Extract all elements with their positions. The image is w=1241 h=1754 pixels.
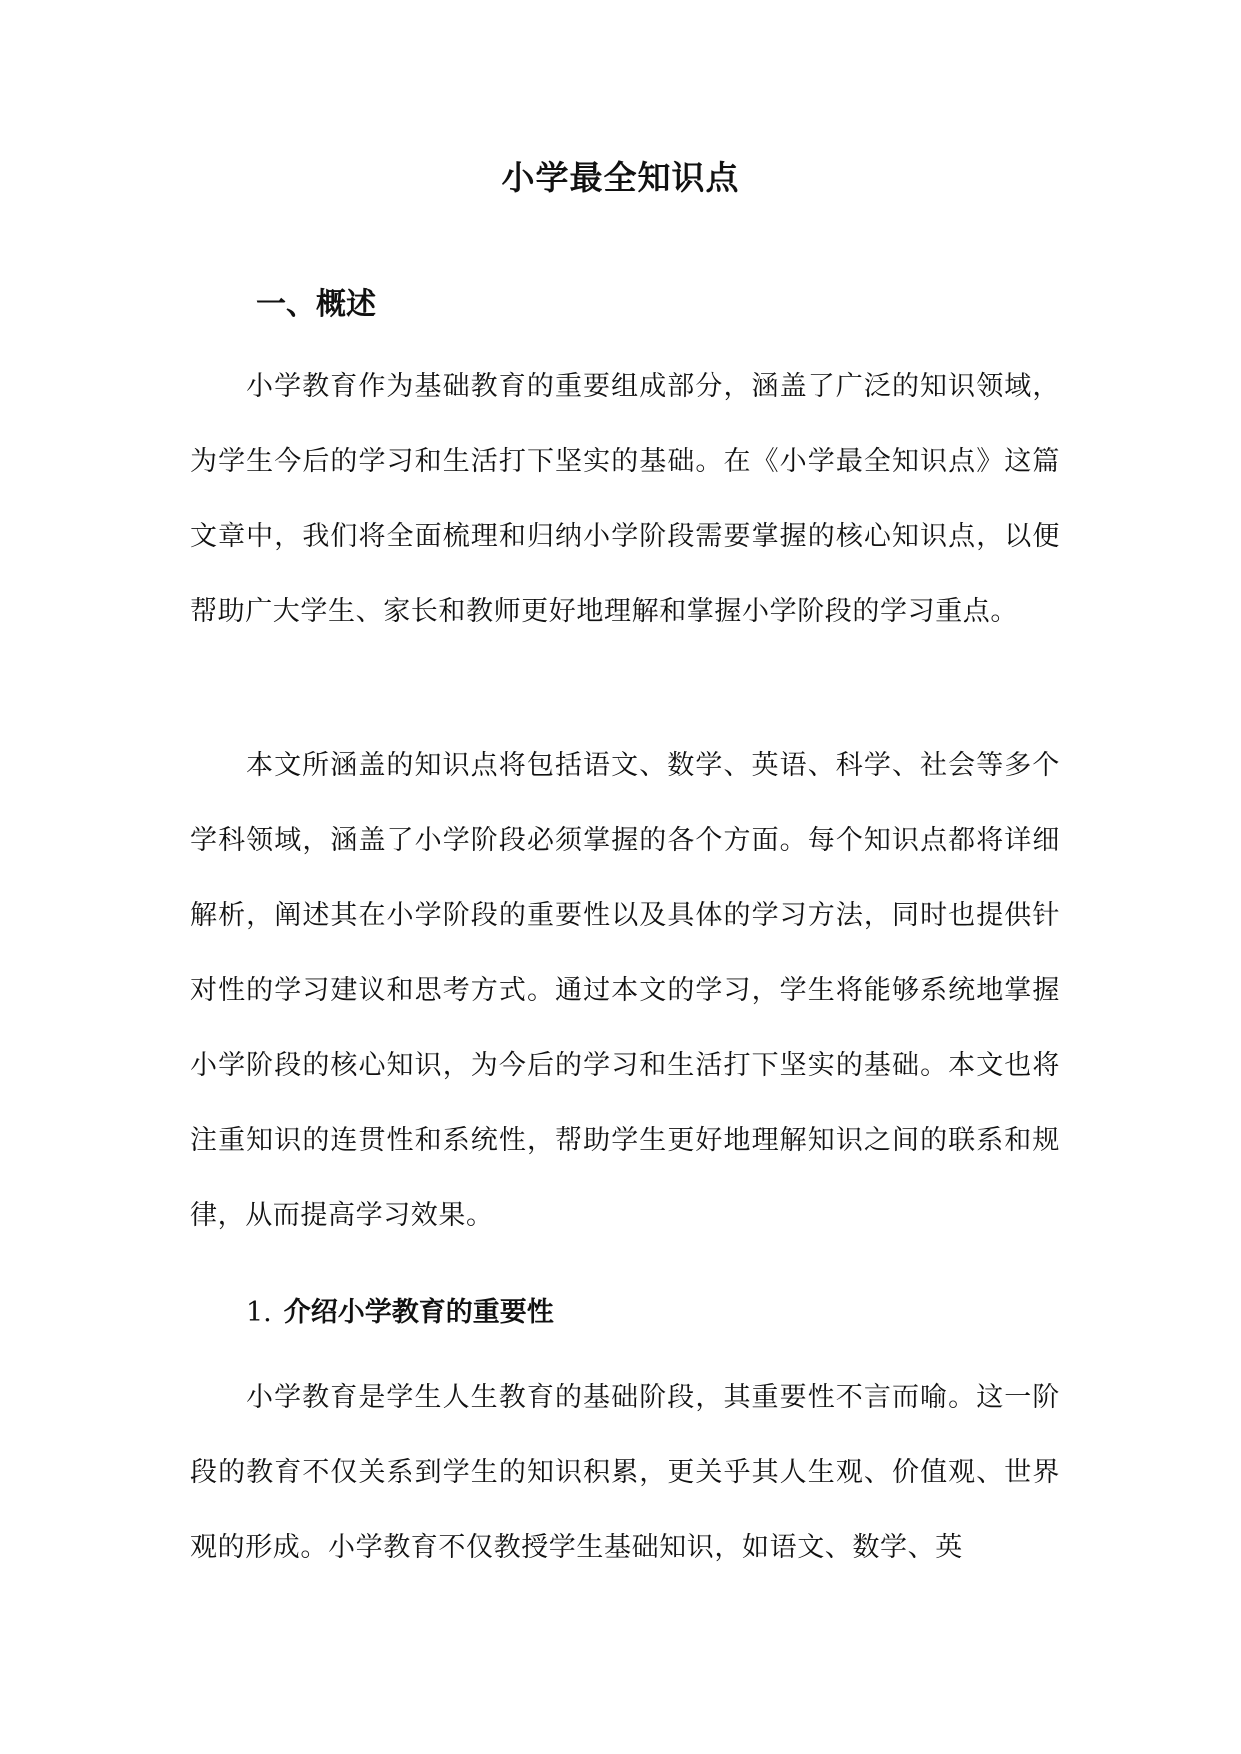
document-title: 小学最全知识点 xyxy=(501,158,740,197)
subsection-title: 介绍小学教育的重要性 xyxy=(283,1297,554,1328)
paragraph-intro: 小学教育作为基础教育的重要组成部分，涵盖了广泛的知识领域，为学生今后的学习和生活打下坚实的基础。在《小学最全知识点》这篇文章中，我们将全面梳理和归纳小学阶段需要掌握的核心知识点，以便帮助广大学生、家长和教师更好地理解和掌握小学阶段的学习重点。 xyxy=(190,371,1060,627)
paragraph-scope: 本文所涵盖的知识点将包括语文、数学、英语、科学、社会等多个学科领域，涵盖了小学阶段必须掌握的各个方面。每个知识点都将详细解析，阐述其在小学阶段的重要性以及具体的学习方法，同时也提供针对性的学习建议和思考方式。通过本文的学习，学生将能够系统地掌握小学阶段的核心知识，为今后的学习和生活打下坚实的基础。本文也将注重知识的连贯性和系统性，帮助学生更好地理解知识之间的联系和规律，从而提高学习效果。 xyxy=(190,750,1060,1231)
paragraph-importance: 小学教育是学生人生教育的基础阶段，其重要性不言而喻。这一阶段的教育不仅关系到学生的知识积累，更关乎其人生观、价值观、世界观的形成。小学教育不仅教授学生基础知识，如语文、数学、英 xyxy=(190,1382,1060,1563)
section-heading-overview: 一、概述 xyxy=(256,287,376,322)
subsection-heading xyxy=(246,1283,554,1343)
subsection-number: 1. xyxy=(246,1297,272,1328)
